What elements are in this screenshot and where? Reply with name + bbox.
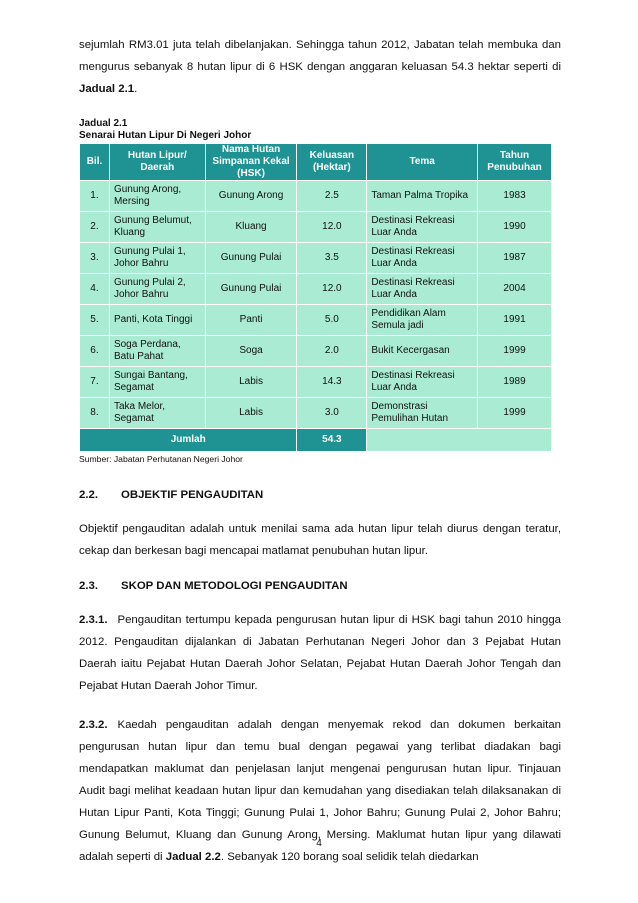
- table-row: [80, 243, 552, 274]
- cell-bil: 1.: [80, 181, 110, 212]
- cell-tahun: 1990: [478, 212, 552, 243]
- paragraph-2-3-2-end: . Sebanyak 120 borang soal selidik telah diedarkan: [220, 851, 479, 863]
- header-hutan-lipur: Hutan Lipur/ Daerah: [109, 144, 205, 181]
- section-2-2-heading: [79, 488, 561, 502]
- table-row: [80, 367, 552, 398]
- paragraph-2-3-1-text: Pengauditan tertumpu kepada pengurusan hutan lipur di HSK bagi tahun 2010 hingga 2012. Pengauditan dijalankan di Jabatan Perhutanan Negeri Johor dan 3 Pejabat Hutan Daerah iaitu Pejabat Hutan Daerah Johor Selatan, Pejabat Hutan Daerah Johor Tengah dan Pejabat Hutan Daerah Johor Timur.: [79, 614, 561, 692]
- cell-hutan: Gunung Arong, Mersing: [109, 181, 205, 212]
- intro-text: sejumlah RM3.01 juta telah dibelanjakan. Sehingga tahun 2012, Jabatan telah membuka dan mengurus sebanyak 8 hutan lipur di 6 HSK dengan anggaran keluasan 54.3 hektar seperti di: [79, 39, 561, 73]
- cell-tema: Destinasi Rekreasi Luar Anda: [367, 367, 478, 398]
- cell-tema: Destinasi Rekreasi Luar Anda: [367, 243, 478, 274]
- document-page: [79, 34, 561, 868]
- section-2-2-body: Objektif pengauditan adalah untuk menilai sama ada hutan lipur telah diurus dengan teratur, cekap dan berkesan bagi mencapai matlamat penubuhan hutan lipur.: [79, 523, 561, 557]
- header-tahun: Tahun Penubuhan: [478, 144, 552, 181]
- table-label: Jadual 2.1: [79, 118, 128, 129]
- cell-hutan: Sungai Bantang, Segamat: [109, 367, 205, 398]
- cell-tema: Destinasi Rekreasi Luar Anda: [367, 274, 478, 305]
- intro-paragraph: [79, 34, 561, 100]
- cell-keluasan: 2.0: [297, 336, 367, 367]
- table-row: [80, 181, 552, 212]
- cell-bil: 3.: [80, 243, 110, 274]
- cell-tahun: 1999: [478, 336, 552, 367]
- table-body: [80, 181, 552, 429]
- cell-keluasan: 12.0: [297, 212, 367, 243]
- table-header-row: [80, 144, 552, 181]
- table-row: [80, 305, 552, 336]
- cell-hutan: Gunung Belumut, Kluang: [109, 212, 205, 243]
- section-2-3-number: 2.3.: [79, 580, 98, 592]
- total-value: 54.3: [297, 429, 367, 452]
- cell-bil: 6.: [80, 336, 110, 367]
- hutan-lipur-table: [79, 143, 552, 452]
- header-nama-hsk: Nama Hutan Simpanan Kekal (HSK): [205, 144, 297, 181]
- cell-keluasan: 5.0: [297, 305, 367, 336]
- table-row: [80, 336, 552, 367]
- intro-end: .: [134, 83, 138, 95]
- total-blank: [367, 429, 552, 452]
- cell-hutan: Soga Perdana, Batu Pahat: [109, 336, 205, 367]
- cell-keluasan: 12.0: [297, 274, 367, 305]
- cell-keluasan: 3.5: [297, 243, 367, 274]
- section-2-3-heading: [79, 579, 561, 593]
- cell-hsk: Kluang: [205, 212, 297, 243]
- cell-hutan: Gunung Pulai 2, Johor Bahru: [109, 274, 205, 305]
- cell-hsk: Panti: [205, 305, 297, 336]
- cell-keluasan: 3.0: [297, 398, 367, 429]
- table-row: [80, 212, 552, 243]
- header-bil: Bil.: [80, 144, 110, 181]
- cell-hsk: Soga: [205, 336, 297, 367]
- intro-table-ref: Jadual 2.1: [79, 83, 135, 95]
- cell-hutan: Gunung Pulai 1, Johor Bahru: [109, 243, 205, 274]
- header-keluasan: Keluasan (Hektar): [297, 144, 367, 181]
- cell-hsk: Gunung Pulai: [205, 243, 297, 274]
- table-title: Senarai Hutan Lipur Di Negeri Johor: [79, 130, 252, 141]
- cell-tahun: 1989: [478, 367, 552, 398]
- cell-bil: 5.: [80, 305, 110, 336]
- paragraph-2-3-2-number: 2.3.2.: [79, 719, 108, 731]
- cell-tahun: 2004: [478, 274, 552, 305]
- cell-hsk: Labis: [205, 398, 297, 429]
- cell-keluasan: 2.5: [297, 181, 367, 212]
- cell-tema: Demonstrasi Pemulihan Hutan: [367, 398, 478, 429]
- table-row: [80, 398, 552, 429]
- section-2-2-number: 2.2.: [79, 489, 98, 501]
- paragraph-2-3-1: [79, 609, 561, 697]
- paragraph-2-3-2-text: Kaedah pengauditan adalah dengan menyemak rekod dan dokumen berkaitan pengurusan hutan lipur dan temu bual dengan pegawai yang terlibat diadakan bagi mendapatkan maklumat dan penjelasan lanjut mengenai pengurusan hutan lipur. Tinjauan Audit bagi melihat keadaan hutan lipur dan kemudahan yang disediakan telah dilaksanakan di Hutan Lipur Panti, Kota Tinggi; Gunung Pulai 1, Johor Bahru; Gunung Pulai 2, Johor Bahru; Gunung Belumut, Kluang dan Gunung Arong, Mersing. Maklumat hutan lipur yang dilawati adalah seperti di: [79, 719, 561, 863]
- section-2-2-title: OBJEKTIF PENGAUDITAN: [121, 489, 264, 501]
- cell-bil: 7.: [80, 367, 110, 398]
- cell-keluasan: 14.3: [297, 367, 367, 398]
- cell-tema: Taman Palma Tropika: [367, 181, 478, 212]
- total-label: Jumlah: [80, 429, 297, 452]
- paragraph-2-3-1-number: 2.3.1.: [79, 614, 108, 626]
- cell-hsk: Labis: [205, 367, 297, 398]
- cell-bil: 2.: [80, 212, 110, 243]
- cell-tema: Pendidikan Alam Semula jadi: [367, 305, 478, 336]
- page-number: 4: [316, 838, 322, 849]
- cell-tahun: 1983: [478, 181, 552, 212]
- cell-tahun: 1999: [478, 398, 552, 429]
- table-row: [80, 274, 552, 305]
- section-2-3-title: SKOP DAN METODOLOGI PENGAUDITAN: [121, 580, 348, 592]
- cell-tema: Bukit Kecergasan: [367, 336, 478, 367]
- cell-bil: 4.: [80, 274, 110, 305]
- cell-hsk: Gunung Arong: [205, 181, 297, 212]
- header-tema: Tema: [367, 144, 478, 181]
- paragraph-2-3-2-table-ref: Jadual 2.2: [165, 851, 221, 863]
- cell-tema: Destinasi Rekreasi Luar Anda: [367, 212, 478, 243]
- cell-hutan: Panti, Kota Tinggi: [109, 305, 205, 336]
- table-total-row: [80, 429, 552, 452]
- cell-tahun: 1987: [478, 243, 552, 274]
- cell-bil: 8.: [80, 398, 110, 429]
- table-source: Sumber: Jabatan Perhutanan Negeri Johor: [79, 454, 243, 464]
- cell-tahun: 1991: [478, 305, 552, 336]
- cell-hutan: Taka Melor, Segamat: [109, 398, 205, 429]
- cell-hsk: Gunung Pulai: [205, 274, 297, 305]
